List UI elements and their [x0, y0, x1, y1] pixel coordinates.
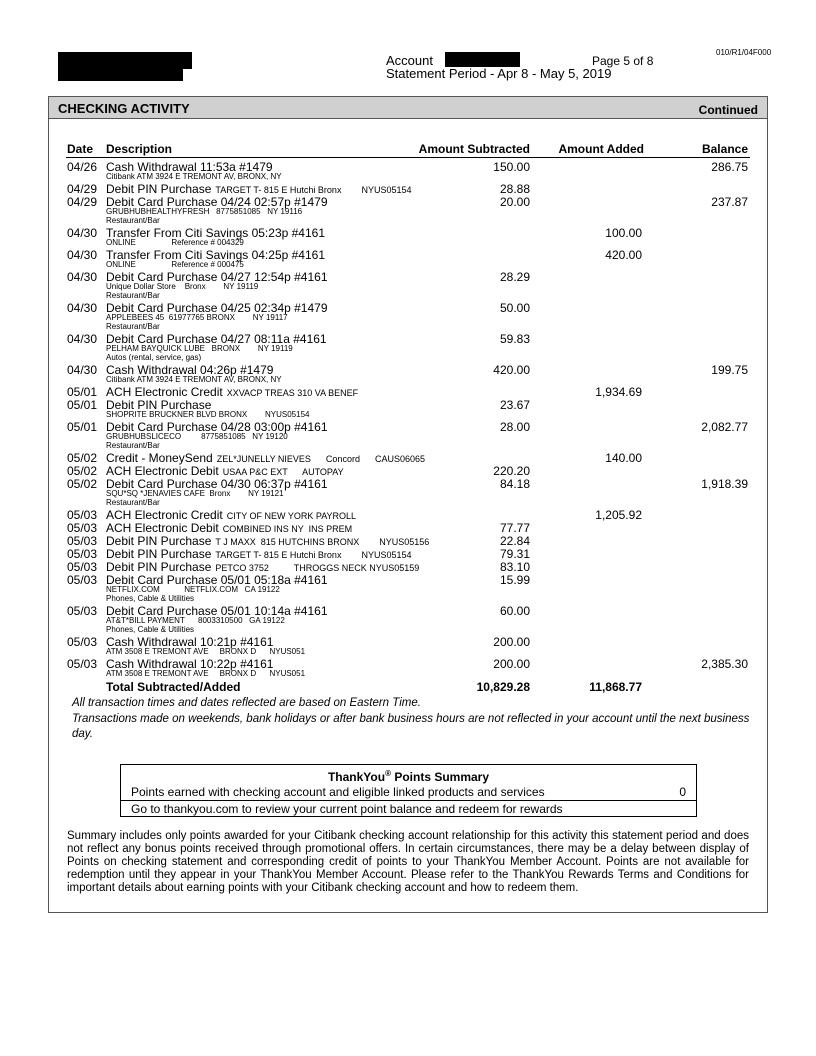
transaction-date: 04/30 [67, 301, 98, 315]
transaction-main-text: Credit - MoneySend [106, 451, 213, 465]
transaction-merchant: TARGET T- 815 E Hutchi Bronx NYUS05154 [215, 550, 412, 560]
transaction-description [106, 521, 352, 535]
timing-notes [72, 696, 752, 743]
transaction-description [106, 451, 425, 465]
transaction-date: 04/30 [67, 332, 98, 346]
transaction-date: 04/30 [67, 363, 98, 377]
transaction-detail: Citibank ATM 3924 E TREMONT AV, BRONX, NY [106, 375, 282, 384]
transaction-date: 05/01 [67, 385, 98, 399]
transaction-description [106, 385, 358, 399]
transaction-detail: Restaurant/Bar [106, 498, 160, 507]
transaction-merchant: USAA P&C EXT AUTOPAY [222, 467, 344, 477]
col-subtracted: Amount Subtracted [418, 142, 530, 156]
transaction-detail: Unique Dollar Store Bronx NY 19119 [106, 282, 259, 291]
transaction-detail: APPLEBEES 45 61977765 BRONX NY 19117 [106, 313, 288, 322]
transaction-main-text: Debit Card Purchase 04/30 06:37p #4161 [106, 477, 328, 491]
transaction-date: 05/03 [67, 560, 98, 574]
transaction-main-text: Debit Card Purchase 04/25 02:34p #1479 [106, 301, 328, 315]
amount-subtracted: 28.88 [499, 182, 530, 196]
thankyou-divider [121, 800, 696, 801]
transaction-detail: GRUBHUBSLICECO 8775851085 NY 19120 [106, 432, 288, 441]
transaction-date: 05/03 [67, 635, 98, 649]
balance: 199.75 [711, 363, 748, 377]
transaction-date: 05/03 [67, 534, 98, 548]
transaction-detail: Autos (rental, service, gas) [106, 353, 202, 362]
page-number: Page 5 of 8 [592, 54, 654, 68]
note-business-day: Transactions made on weekends, bank holidays or after bank business hours are not reflected in your account until the next business day. [72, 712, 750, 740]
amount-subtracted: 84.18 [499, 477, 530, 491]
transaction-date: 05/02 [67, 464, 98, 478]
transaction-description [106, 182, 411, 196]
amount-added: 420.00 [605, 248, 642, 262]
transaction-date: 05/01 [67, 398, 98, 412]
transaction-main-text: Transfer From Citi Savings 05:23p #4161 [106, 226, 325, 240]
amount-added: 140.00 [605, 451, 642, 465]
transaction-detail: Phones, Cable & Utilities [106, 594, 195, 603]
transaction-main-text: Debit Card Purchase 04/27 08:11a #4161 [106, 332, 327, 346]
transaction-date: 05/03 [67, 604, 98, 618]
totals-added: 11,868.77 [589, 680, 642, 694]
transaction-main-text: Debit PIN Purchase [106, 547, 212, 561]
amount-subtracted: 60.00 [499, 604, 530, 618]
col-balance: Balance [701, 142, 748, 156]
col-date: Date [67, 142, 94, 156]
thankyou-summary-box [120, 764, 697, 817]
balance: 1,918.39 [701, 477, 748, 491]
amount-subtracted: 77.77 [499, 521, 530, 535]
amount-subtracted: 79.31 [499, 547, 530, 561]
thankyou-redeem-text: Go to thankyou.com to review your current point balance and redeem for rewards [131, 802, 563, 816]
header-rule [66, 157, 750, 158]
transaction-main-text: Debit Card Purchase 04/28 03:00p #4161 [106, 420, 328, 434]
transaction-main-text: ACH Electronic Credit [106, 385, 223, 399]
amount-added: 1,934.69 [595, 385, 642, 399]
amount-subtracted: 220.20 [493, 464, 530, 478]
transaction-detail: Restaurant/Bar [106, 291, 160, 300]
section-band [49, 97, 767, 119]
transaction-merchant: ZEL*JUNELLY NIEVES Concord CAUS06065 [216, 454, 425, 464]
amount-subtracted: 50.00 [499, 301, 530, 315]
transaction-detail: ONLINE Reference # 000475 [106, 260, 244, 269]
totals-subtracted: 10,829.28 [476, 680, 530, 694]
transaction-main-text: Debit PIN Purchase [106, 182, 212, 196]
transaction-date: 04/29 [67, 195, 98, 209]
amount-subtracted: 420.00 [493, 363, 530, 377]
transaction-main-text: Transfer From Citi Savings 04:25p #4161 [106, 248, 325, 262]
amount-subtracted: 23.67 [499, 398, 530, 412]
transaction-merchant: TARGET T- 815 E Hutchi Bronx NYUS05154 [215, 185, 412, 195]
transaction-main-text: Debit Card Purchase 04/24 02:57p #1479 [106, 195, 328, 209]
note-eastern-time: All transaction times and dates reflected are based on Eastern Time. [72, 697, 421, 709]
col-description: Description [106, 142, 173, 156]
transaction-main-text: ACH Electronic Debit [106, 521, 219, 535]
transaction-main-text: Debit PIN Purchase [106, 534, 212, 548]
transaction-main-text: Cash Withdrawal 11:53a #1479 [106, 160, 273, 174]
points-earned-value: 0 [679, 785, 686, 799]
amount-subtracted: 15.99 [499, 573, 530, 587]
transaction-detail: SHOPRITE BRUCKNER BLVD BRONX NYUS05154 [106, 410, 310, 419]
transaction-date: 05/03 [67, 657, 98, 671]
transaction-detail: ATM 3508 E TREMONT AVE BRONX D NYUS051 [106, 669, 306, 678]
transaction-date: 05/03 [67, 508, 98, 522]
transaction-description [106, 534, 429, 548]
transaction-detail: Restaurant/Bar [106, 441, 160, 450]
continued-label: Continued [698, 103, 758, 117]
transaction-merchant: COMBINED INS NY INS PREM [222, 524, 353, 534]
transaction-date: 04/30 [67, 248, 98, 262]
transaction-main-text: Debit Card Purchase 05/01 10:14a #4161 [106, 604, 328, 618]
transaction-date: 05/01 [67, 420, 98, 434]
transaction-detail: AT&T*BILL PAYMENT 8003310500 GA 19122 [106, 616, 285, 625]
transaction-detail: GRUBHUBHEALTHYFRESH 8775851085 NY 19116 [106, 207, 303, 216]
transaction-date: 04/26 [67, 160, 98, 174]
balance: 2,082.77 [701, 420, 748, 434]
balance: 286.75 [711, 160, 748, 174]
transaction-date: 04/30 [67, 270, 98, 284]
amount-subtracted: 28.00 [499, 420, 530, 434]
balance: 237.87 [711, 195, 748, 209]
amount-added: 100.00 [605, 226, 642, 240]
transaction-description [106, 560, 419, 574]
transaction-detail: ONLINE Reference # 004329 [106, 238, 244, 247]
transaction-detail: ATM 3508 E TREMONT AVE BRONX D NYUS051 [106, 647, 306, 656]
account-label: Account [386, 53, 433, 68]
transaction-detail: Restaurant/Bar [106, 322, 160, 331]
statement-period: Statement Period - Apr 8 - May 5, 2019 [386, 66, 612, 81]
amount-subtracted: 200.00 [493, 657, 530, 671]
document-code: 010/R1/04F000 [716, 48, 772, 57]
points-summary-paragraph: Summary includes only points awarded for your Citibank checking account relationship for this activity this statement period and does not reflect any bonus points received through promotional offers. In certain circumstances, there may be a delay between display of Points on checking statement and corresponding credit of points to your ThankYou Member Account. Points are not available for redemption until they appear in your ThankYou Member Account. Please refer to the ThankYou Rewards Terms and Conditions for important details about earning points with your Citibank checking account and how to redeem them. [67, 830, 749, 894]
points-earned-label: Points earned with checking account and eligible linked products and services [131, 785, 545, 799]
transaction-date: 05/02 [67, 477, 98, 491]
totals-label: Total Subtracted/Added [106, 680, 241, 694]
transaction-merchant: PETCO 3752 THROGGS NECK NYUS05159 [215, 563, 420, 573]
amount-subtracted: 59.83 [499, 332, 530, 346]
transaction-detail: Citibank ATM 3924 E TREMONT AV, BRONX, NY [106, 172, 282, 181]
transaction-detail: NETFLIX.COM NETFLIX.COM CA 19122 [106, 585, 280, 594]
amount-subtracted: 28.29 [499, 270, 530, 284]
transaction-date: 05/03 [67, 521, 98, 535]
transaction-description [106, 464, 344, 478]
transaction-date: 04/29 [67, 182, 98, 196]
transaction-date: 04/30 [67, 226, 98, 240]
transaction-date: 05/03 [67, 547, 98, 561]
transaction-main-text: ACH Electronic Debit [106, 464, 219, 478]
amount-subtracted: 22.84 [499, 534, 530, 548]
amount-subtracted: 83.10 [499, 560, 530, 574]
transaction-merchant: XXVACP TREAS 310 VA BENEF [226, 388, 359, 398]
balance: 2,385.30 [701, 657, 748, 671]
col-added: Amount Added [558, 142, 644, 156]
redacted-account-number [445, 52, 520, 67]
transaction-main-text: Debit PIN Purchase [106, 560, 212, 574]
transaction-detail: PELHAM BAYQUICK LUBE BRONX NY 19119 [106, 344, 293, 353]
amount-subtracted: 20.00 [499, 195, 530, 209]
transaction-main-text: ACH Electronic Credit [106, 508, 223, 522]
transaction-detail: Restaurant/Bar [106, 216, 160, 225]
transaction-merchant: T J MAXX 815 HUTCHINS BRONX NYUS05156 [215, 537, 430, 547]
transaction-detail: SQU*SQ *JENAVIES CAFE Bronx NY 19121 [106, 489, 284, 498]
amount-subtracted: 200.00 [493, 635, 530, 649]
transaction-main-text: Cash Withdrawal 04:26p #1479 [106, 363, 274, 377]
amount-added: 1,205.92 [595, 508, 642, 522]
thankyou-title: ThankYou® Points Summary [327, 769, 490, 784]
transaction-main-text: Cash Withdrawal 10:22p #4161 [106, 657, 274, 671]
transaction-description [106, 508, 356, 522]
transaction-merchant: CITY OF NEW YORK PAYROLL [226, 511, 357, 521]
transaction-description [106, 547, 411, 561]
transaction-main-text: Debit Card Purchase 04/27 12:54p #4161 [106, 270, 328, 284]
section-title: CHECKING ACTIVITY [58, 101, 190, 116]
transaction-main-text: Cash Withdrawal 10:21p #4161 [106, 635, 274, 649]
redacted-address-block [58, 66, 183, 81]
transaction-date: 05/02 [67, 451, 98, 465]
transaction-detail: Phones, Cable & Utilities [106, 625, 195, 634]
transaction-main-text: Debit PIN Purchase [106, 398, 212, 412]
transaction-main-text: Debit Card Purchase 05/01 05:18a #4161 [106, 573, 328, 587]
transaction-date: 05/03 [67, 573, 98, 587]
table-header [0, 142, 816, 157]
amount-subtracted: 150.00 [493, 160, 530, 174]
